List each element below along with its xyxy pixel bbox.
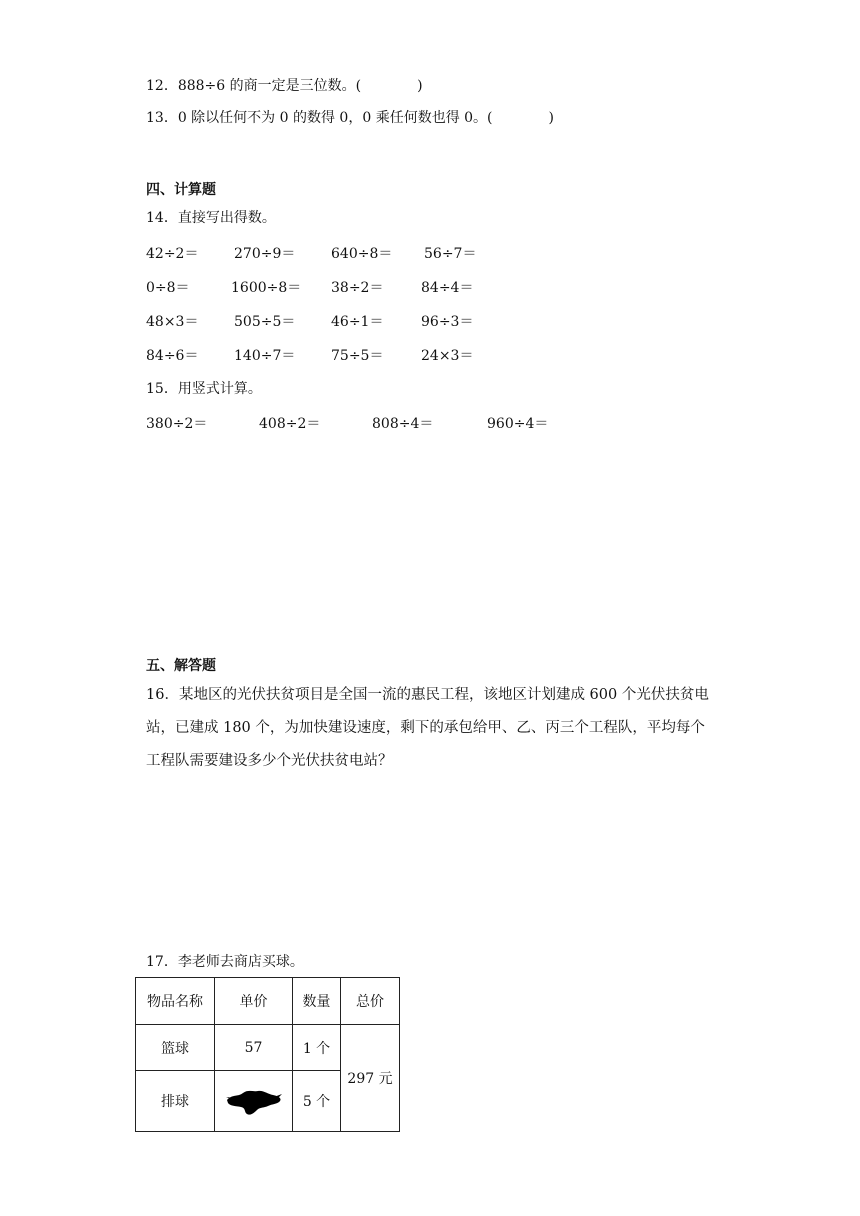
calc-item: 84÷4＝ <box>421 280 474 296</box>
table-header: 总价 <box>341 978 400 1025</box>
calc-item: 808÷4＝ <box>372 416 434 432</box>
question-15-prompt: 15．用竖式计算。 <box>146 381 262 397</box>
section-5-title: 五、解答题 <box>146 658 216 674</box>
calc-item: 505÷5＝ <box>234 314 296 330</box>
calc-item: 48×3＝ <box>146 314 199 330</box>
section-4-title: 四、计算题 <box>146 182 216 198</box>
purchase-table <box>135 977 400 1132</box>
calc-item: 408÷2＝ <box>259 416 321 432</box>
item-name-cell: 排球 <box>136 1071 215 1132</box>
table-header: 物品名称 <box>136 978 215 1025</box>
quantity-cell: 5 个 <box>293 1071 341 1132</box>
question-16-line: 16．某地区的光伏扶贫项目是全国一流的惠民工程，该地区计划建成 600 个光伏扶贫电 <box>146 687 709 703</box>
calc-item: 96÷3＝ <box>421 314 474 330</box>
ink-blot-cell <box>215 1071 293 1132</box>
question-12: 12．888÷6 的商一定是三位数。( ) <box>146 78 423 94</box>
question-14-prompt: 14．直接写出得数。 <box>146 210 276 226</box>
calc-item: 640÷8＝ <box>331 246 393 262</box>
table-header: 单价 <box>215 978 293 1025</box>
calc-item: 270÷9＝ <box>234 246 296 262</box>
item-name-cell: 篮球 <box>136 1025 215 1071</box>
calc-item: 75÷5＝ <box>331 348 384 364</box>
calc-item: 46÷1＝ <box>331 314 384 330</box>
calc-item: 1600÷8＝ <box>231 280 302 296</box>
question-13: 13．0 除以任何不为 0 的数得 0，0 乘任何数也得 0。( ) <box>146 110 554 126</box>
calc-item: 56÷7＝ <box>424 246 477 262</box>
calc-item: 0÷8＝ <box>146 280 190 296</box>
question-16-line: 站，已建成 180 个，为加快建设速度，剩下的承包给甲、乙、丙三个工程队，平均每个 <box>146 720 705 736</box>
question-16-line: 工程队需要建设多少个光伏扶贫电站？ <box>146 753 393 769</box>
total-price-cell: 297 元 <box>341 1025 400 1132</box>
calc-item: 84÷6＝ <box>146 348 199 364</box>
ink-blot-icon <box>224 1085 284 1117</box>
table-header: 数量 <box>293 978 341 1025</box>
quantity-cell: 1 个 <box>293 1025 341 1071</box>
question-17-prompt: 17．李老师去商店买球。 <box>146 954 304 970</box>
calc-item: 380÷2＝ <box>146 416 208 432</box>
calc-item: 42÷2＝ <box>146 246 199 262</box>
unit-price-cell: 57 <box>215 1025 293 1071</box>
calc-item: 960÷4＝ <box>487 416 549 432</box>
calc-item: 140÷7＝ <box>234 348 296 364</box>
calc-item: 38÷2＝ <box>331 280 384 296</box>
calc-item: 24×3＝ <box>421 348 474 364</box>
